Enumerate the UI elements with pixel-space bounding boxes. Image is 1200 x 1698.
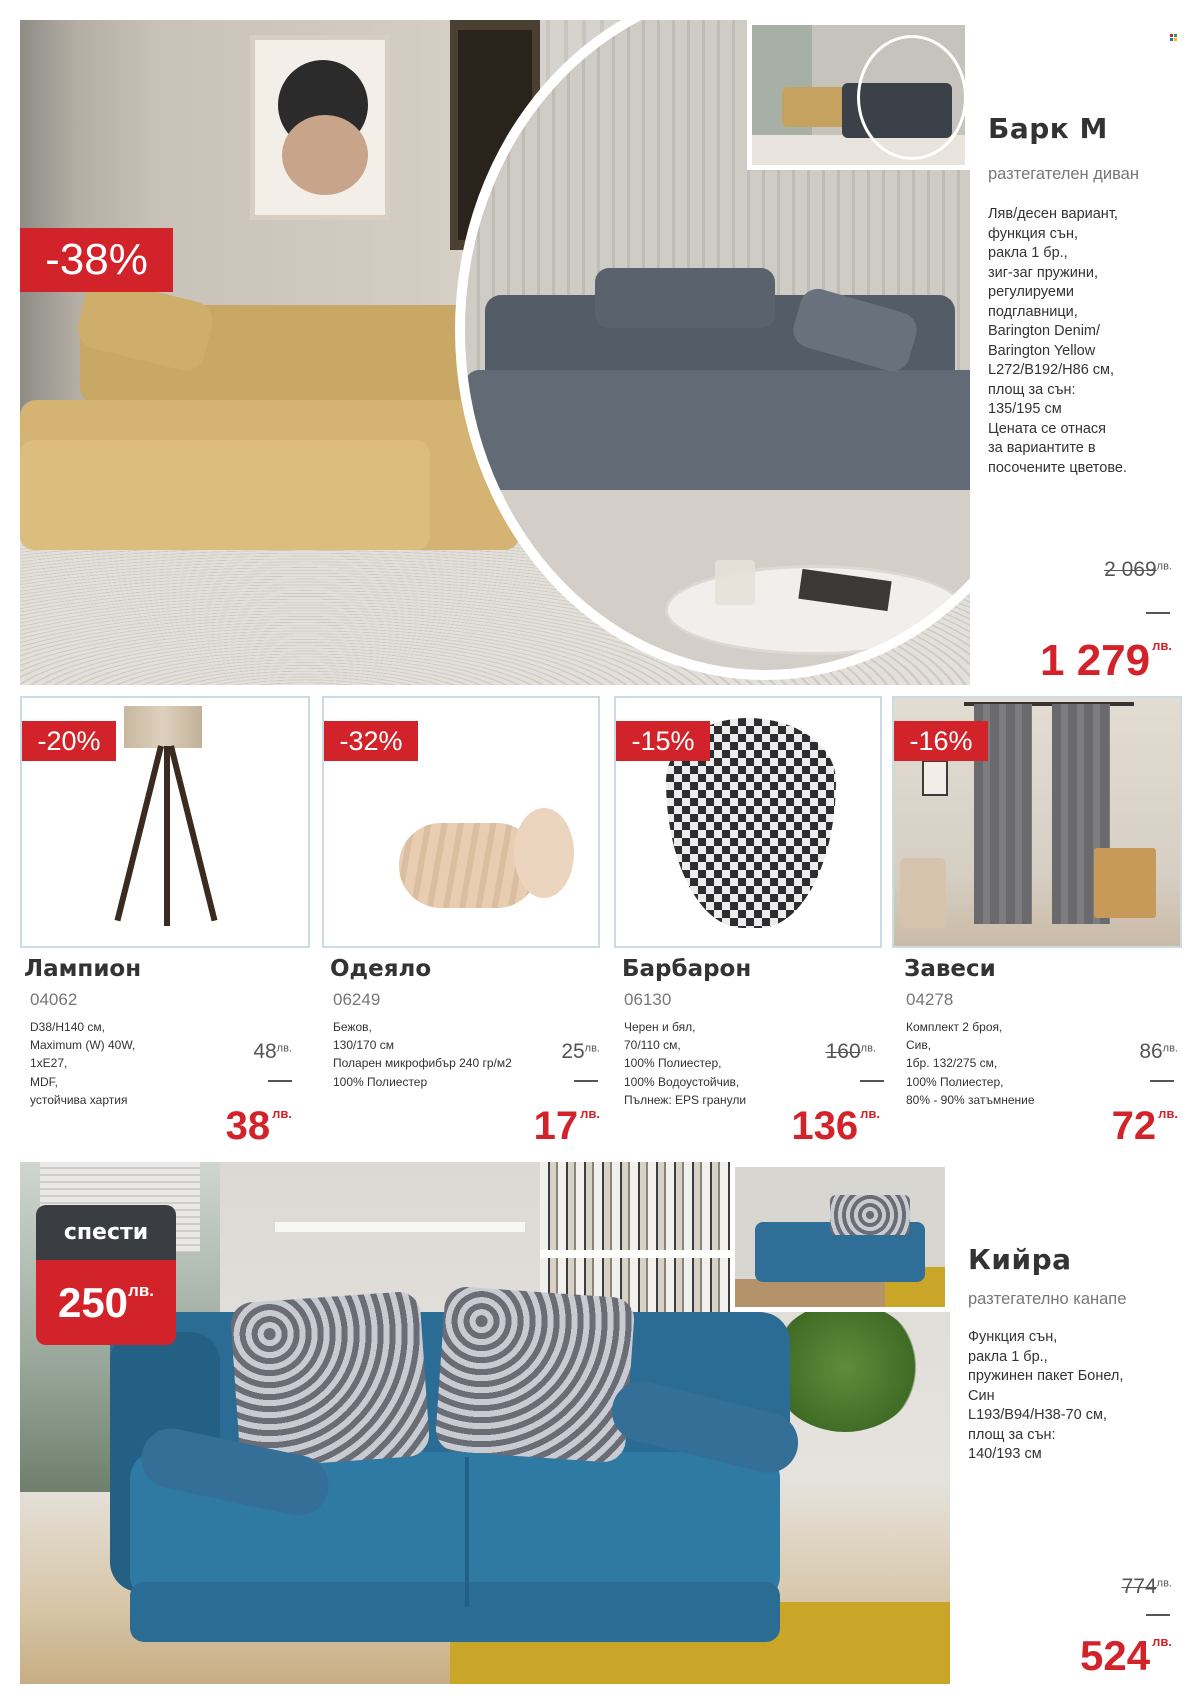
lamp-leg <box>115 745 164 921</box>
new-price <box>478 1104 600 1149</box>
new-price <box>740 1104 880 1149</box>
plant <box>770 1302 920 1432</box>
product-name: Одеяло <box>330 956 432 982</box>
discount-badge: -15% <box>616 721 710 761</box>
product-description: D38/H140 см, Maximum (W) 40W, 1xE27, MDF, устойчива хартия <box>30 1020 136 1107</box>
product-code: 04278 <box>906 990 954 1009</box>
new-price-currency: лв. <box>1152 638 1172 653</box>
product-code: 06249 <box>333 990 381 1009</box>
new-price <box>1040 1632 1172 1680</box>
price-divider <box>860 1080 884 1082</box>
old-price-currency: лв. <box>1162 1042 1178 1055</box>
product-subtitle: разтегателен диван <box>988 165 1139 183</box>
old-price-value: 2 069 <box>1104 558 1157 581</box>
side-cabinet <box>1094 848 1156 918</box>
old-price-value: 48 <box>253 1040 277 1063</box>
savings-badge <box>36 1205 176 1345</box>
old-price-value: 86 <box>1139 1040 1163 1063</box>
blue-sofa-base <box>130 1582 780 1642</box>
product-description: Черен и бял, 70/110 см, 100% Полиестер, 100% Водоустойчив, Пълнеж: EPS гранули <box>624 1020 747 1107</box>
product-description: Комплект 2 броя, Сив, 1бр. 132/275 см, 100% Полиестер, 80% - 90% затъмнение <box>906 1020 1035 1107</box>
new-price-value: 72 <box>1111 1104 1157 1148</box>
hero1-inset-photo <box>747 20 970 170</box>
new-price-currency: лв. <box>860 1106 880 1121</box>
chair-blanket <box>900 858 946 928</box>
savings-label: спести <box>36 1205 176 1260</box>
savings-amount-value: 250 <box>57 1279 129 1326</box>
yellow-sofa-chaise <box>20 440 430 550</box>
product-subtitle: разтегателно канапе <box>968 1290 1127 1308</box>
old-price <box>528 1040 600 1064</box>
discount-badge: -16% <box>894 721 988 761</box>
old-price <box>1092 1575 1172 1599</box>
old-price-value: 160 <box>825 1040 861 1063</box>
price-divider <box>574 1080 598 1082</box>
logo-dots-icon <box>1170 34 1178 42</box>
lamp-leg <box>164 746 170 926</box>
product-title: Барк М <box>988 112 1108 145</box>
new-price-value: 17 <box>533 1104 579 1148</box>
lamp-leg <box>168 745 217 921</box>
patterned-pillow <box>434 1286 635 1464</box>
wall-art-light-circle <box>282 115 368 195</box>
seat-seam <box>465 1457 469 1607</box>
product-description: Функция сън, ракла 1 бр., пружинен пакет Бонел, Син L193/B94/H38-70 см, площ за сън: 140/193 см <box>968 1329 1124 1462</box>
price-divider <box>1146 1614 1170 1616</box>
product-name: Барбарон <box>622 956 752 982</box>
hero2-inset-photo <box>730 1162 950 1312</box>
old-price-value: 774 <box>1121 1575 1157 1598</box>
grey-sofa-seat <box>465 370 970 490</box>
old-price <box>1092 558 1172 582</box>
new-price-currency: лв. <box>580 1106 600 1121</box>
picture-frame <box>922 760 948 796</box>
patterned-pillow <box>229 1291 430 1469</box>
candle <box>715 560 755 605</box>
price-divider <box>1146 612 1170 614</box>
new-price-value: 136 <box>791 1104 859 1148</box>
product-description: Ляв/десен вариант, функция сън, ракла 1 бр., зиг-заг пружини, регулируеми подглавници, Barington Denim/ Barington Yellow L272/B192/H86 см, площ за сън: 135/195 см Цената се отнася за вариантите в посочените цветове. <box>988 206 1127 476</box>
price-divider <box>268 1080 292 1082</box>
product-code: 06130 <box>624 990 672 1009</box>
discount-badge: -20% <box>22 721 116 761</box>
new-price-currency: лв. <box>1158 1106 1178 1121</box>
old-price-currency: лв. <box>1156 560 1172 573</box>
discount-badge: -32% <box>324 721 418 761</box>
old-price <box>800 1040 876 1064</box>
savings-amount <box>36 1260 176 1345</box>
grey-sofa-headrest <box>595 268 775 328</box>
product-description: Бежов, 130/170 см Поларен микрофибър 240 гр/м2 100% Полиестер <box>333 1020 512 1089</box>
inset-highlight-ring <box>857 35 965 160</box>
savings-currency: лв. <box>128 1281 155 1300</box>
old-price-currency: лв. <box>860 1042 876 1055</box>
new-price-currency: лв. <box>1152 1634 1172 1649</box>
new-price-currency: лв. <box>272 1106 292 1121</box>
new-price-value: 1 279 <box>1040 636 1151 685</box>
new-price-value: 38 <box>225 1104 271 1148</box>
product-title: Кийра <box>968 1243 1072 1276</box>
old-price-currency: лв. <box>584 1042 600 1055</box>
old-price <box>220 1040 292 1064</box>
product-name: Лампион <box>24 956 142 982</box>
product-code: 04062 <box>30 990 78 1009</box>
old-price-currency: лв. <box>276 1042 292 1055</box>
floor-lamp-icon <box>124 706 202 748</box>
old-price-value: 25 <box>561 1040 585 1063</box>
price-divider <box>1150 1080 1174 1082</box>
new-price <box>170 1104 292 1149</box>
discount-badge: -38% <box>20 228 173 292</box>
new-price <box>1040 636 1172 686</box>
old-price <box>1100 1040 1178 1064</box>
product-name: Завеси <box>904 956 996 982</box>
wall-shelf <box>275 1222 525 1232</box>
old-price-currency: лв. <box>1156 1577 1172 1590</box>
new-price <box>1050 1104 1178 1149</box>
blanket-roll-end <box>514 808 574 898</box>
new-price-value: 524 <box>1080 1632 1151 1679</box>
inset-pillows <box>830 1195 910 1235</box>
